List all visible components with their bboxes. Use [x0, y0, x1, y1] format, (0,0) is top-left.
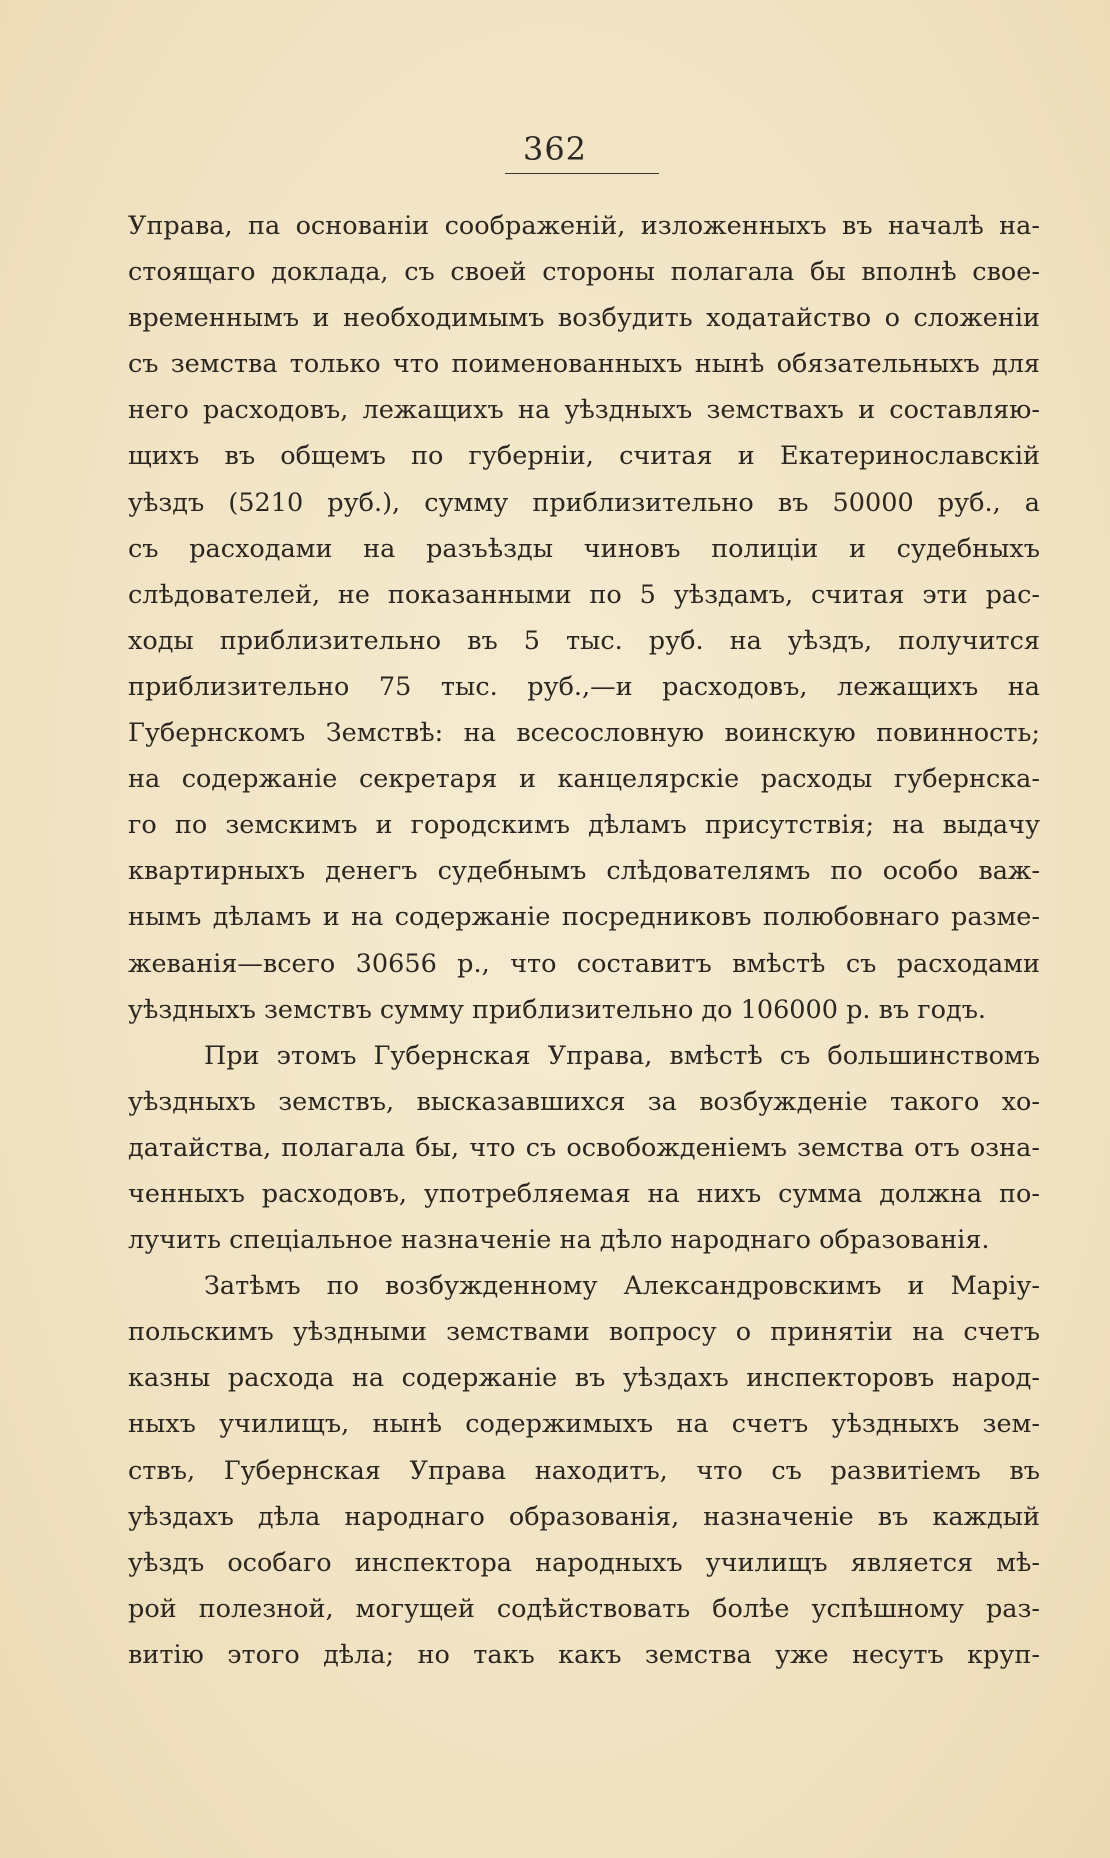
text-line: При этомъ Губернская Управа, вмѣстѣ съ большинствомъ — [204, 1040, 1040, 1071]
text-line: уѣздъ (5210 руб.), сумму приблизительно въ 50000 руб., а — [128, 487, 1040, 518]
page-number-rule — [505, 173, 659, 174]
text-line: Губернскомъ Земствѣ: на всесословную воинскую повинность; — [128, 718, 1040, 749]
text-line: уѣздъ особаго инспектора народныхъ училищъ является мѣ- — [128, 1547, 1040, 1578]
text-line: приблизительно 75 тыс. руб.,—и расходовъ, лежащихъ на — [128, 671, 1040, 702]
text-line: уѣздахъ дѣла народнаго образованiя, назначенiе въ каждый — [128, 1501, 1040, 1532]
text-line: жеванiя—всего 30656 р., что составитъ вмѣстѣ съ расходами — [128, 948, 1040, 979]
text-line: казны расхода на содержанiе въ уѣздахъ инспекторовъ народ- — [128, 1363, 1040, 1394]
text-line: ходы приблизительно въ 5 тыс. руб. на уѣздъ, получится — [128, 625, 1040, 656]
text-line: него расходовъ, лежащихъ на уѣздныхъ земствахъ и составляю- — [128, 395, 1040, 426]
text-line: польскимъ уѣздными земствами вопросу о принятiи на счетъ — [128, 1317, 1040, 1348]
page-number: 362 — [522, 130, 588, 168]
text-line: съ расходами на разъѣзды чиновъ полицiи и судебныхъ — [128, 533, 1040, 564]
text-line: временнымъ и необходимымъ возбудить ходатайство о сложенiи — [128, 303, 1040, 334]
text-line: уѣздныхъ земствъ сумму приблизительно до 106000 р. въ годъ. — [128, 994, 987, 1025]
text-line: го по земскимъ и городскимъ дѣламъ присутствiя; на выдачу — [128, 810, 1040, 841]
text-line: слѣдователей, не показанными по 5 уѣздамъ, считая эти рас- — [128, 579, 1040, 610]
text-line: нымъ дѣламъ и на содержанiе посредниковъ полюбовнаго разме- — [128, 902, 1040, 933]
text-line: рой полезной, могущей содѣйствовать болѣе успѣшному раз- — [128, 1593, 1040, 1624]
text-line: лучить спецiальное назначенiе на дѣло народнаго образованiя. — [128, 1225, 990, 1256]
text-line: ствъ, Губернская Управа находитъ, что съ развитiемъ въ — [128, 1455, 1040, 1486]
text-line: уѣздныхъ земствъ, высказавшихся за возбужденiе такого хо- — [128, 1086, 1040, 1117]
body-text — [128, 203, 1040, 1678]
text-line: Управа, па основанiи соображенiй, изложенныхъ въ началѣ на- — [128, 211, 1040, 241]
text-line: ченныхъ расходовъ, употребляемая на нихъ сумма должна по- — [128, 1178, 1040, 1209]
text-line: квартирныхъ денегъ судебнымъ слѣдователямъ по особо важ- — [128, 856, 1040, 887]
text-line: витiю этого дѣла; но такъ какъ земства уже несутъ круп- — [128, 1639, 1040, 1670]
text-line: Затѣмъ по возбужденному Александровскимъ и Марiу- — [204, 1271, 1040, 1302]
text-line: датайства, полагала бы, что съ освобожденiемъ земства отъ озна- — [128, 1132, 1040, 1163]
text-line: ныхъ училищъ, нынѣ содержимыхъ на счетъ уѣздныхъ зем- — [128, 1409, 1040, 1440]
text-line: стоящаго доклада, съ своей стороны полагала бы вполнѣ свое- — [128, 257, 1040, 288]
text-line: съ земства только что поименованныхъ нынѣ обязательныхъ для — [128, 349, 1040, 380]
text-line: на содержанiе секретаря и канцелярскiе расходы губернска- — [128, 764, 1040, 795]
text-line: щихъ въ общемъ по губернiи, считая и Екатеринославскiй — [128, 441, 1040, 472]
